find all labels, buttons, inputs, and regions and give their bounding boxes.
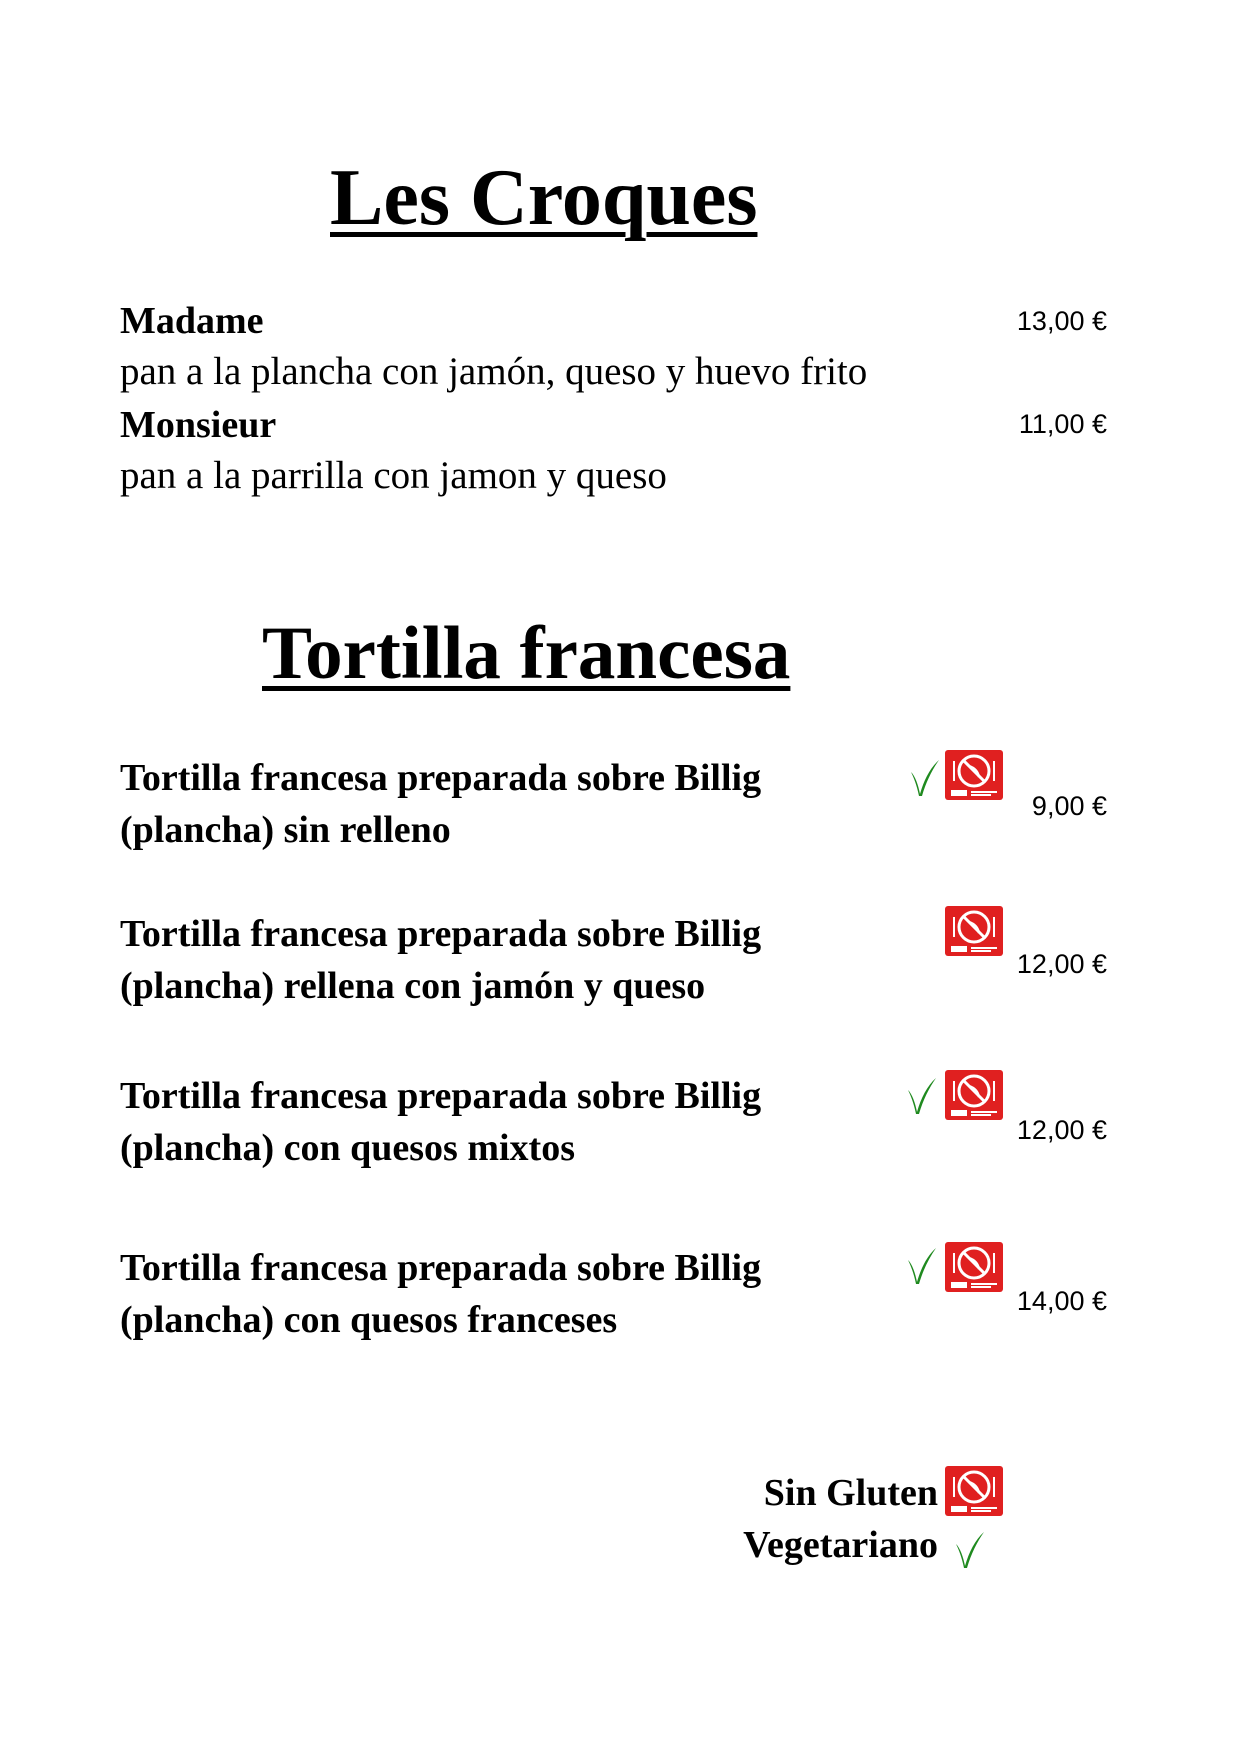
croque-madame-price: 13,00 € bbox=[1016, 306, 1107, 336]
tortilla-item-line1: Tortilla francesa preparada sobre Billig bbox=[120, 913, 762, 955]
tortilla-item-line2: (plancha) sin relleno bbox=[120, 809, 451, 851]
tortilla-item-mixed-cheese bbox=[120, 1070, 761, 1174]
section-title-tortilla: Tortilla francesa bbox=[262, 612, 791, 695]
tortilla-item-french-cheese-price: 14,00 € bbox=[1016, 1286, 1107, 1316]
gluten-free-aic-icon bbox=[945, 1070, 1003, 1120]
legend-vegetarian-label: Vegetariano bbox=[743, 1524, 938, 1566]
tortilla-item-line1: Tortilla francesa preparada sobre Billig bbox=[120, 1247, 762, 1289]
tortilla-item-line1: Tortilla francesa preparada sobre Billig bbox=[120, 1075, 762, 1117]
croque-monsieur-description: pan a la parrilla con jamon y queso bbox=[120, 454, 667, 497]
tortilla-item-french-cheese bbox=[120, 1242, 761, 1346]
gluten-free-aic-icon bbox=[945, 906, 1003, 956]
tortilla-item-mixed-cheese-price: 12,00 € bbox=[1016, 1115, 1107, 1145]
legend-gluten-free-label: Sin Gluten bbox=[763, 1472, 938, 1514]
vegetarian-check-icon bbox=[905, 1076, 939, 1116]
tortilla-item-line1: Tortilla francesa preparada sobre Billig bbox=[120, 757, 762, 799]
gluten-free-aic-icon bbox=[945, 1466, 1003, 1516]
gluten-free-aic-icon bbox=[945, 750, 1003, 800]
tortilla-item-ham-cheese-price: 12,00 € bbox=[1016, 949, 1107, 979]
croque-monsieur-price: 11,00 € bbox=[1018, 409, 1107, 439]
croque-madame-name: Madame bbox=[120, 300, 264, 342]
section-title-croques: Les Croques bbox=[330, 154, 758, 242]
tortilla-item-line2: (plancha) con quesos mixtos bbox=[120, 1127, 575, 1169]
croque-madame-description: pan a la plancha con jamón, queso y huevo frito bbox=[120, 350, 868, 393]
vegetarian-check-icon bbox=[908, 758, 942, 798]
vegetarian-check-icon bbox=[905, 1246, 939, 1286]
tortilla-item-line2: (plancha) rellena con jamón y queso bbox=[120, 965, 706, 1007]
tortilla-item-ham-cheese bbox=[120, 908, 761, 1012]
tortilla-item-plain bbox=[120, 752, 761, 856]
croque-monsieur-name: Monsieur bbox=[120, 404, 277, 446]
tortilla-item-line2: (plancha) con quesos franceses bbox=[120, 1299, 618, 1341]
gluten-free-aic-icon bbox=[945, 1242, 1003, 1292]
tortilla-item-plain-price: 9,00 € bbox=[1031, 791, 1107, 821]
vegetarian-check-icon bbox=[953, 1530, 987, 1570]
